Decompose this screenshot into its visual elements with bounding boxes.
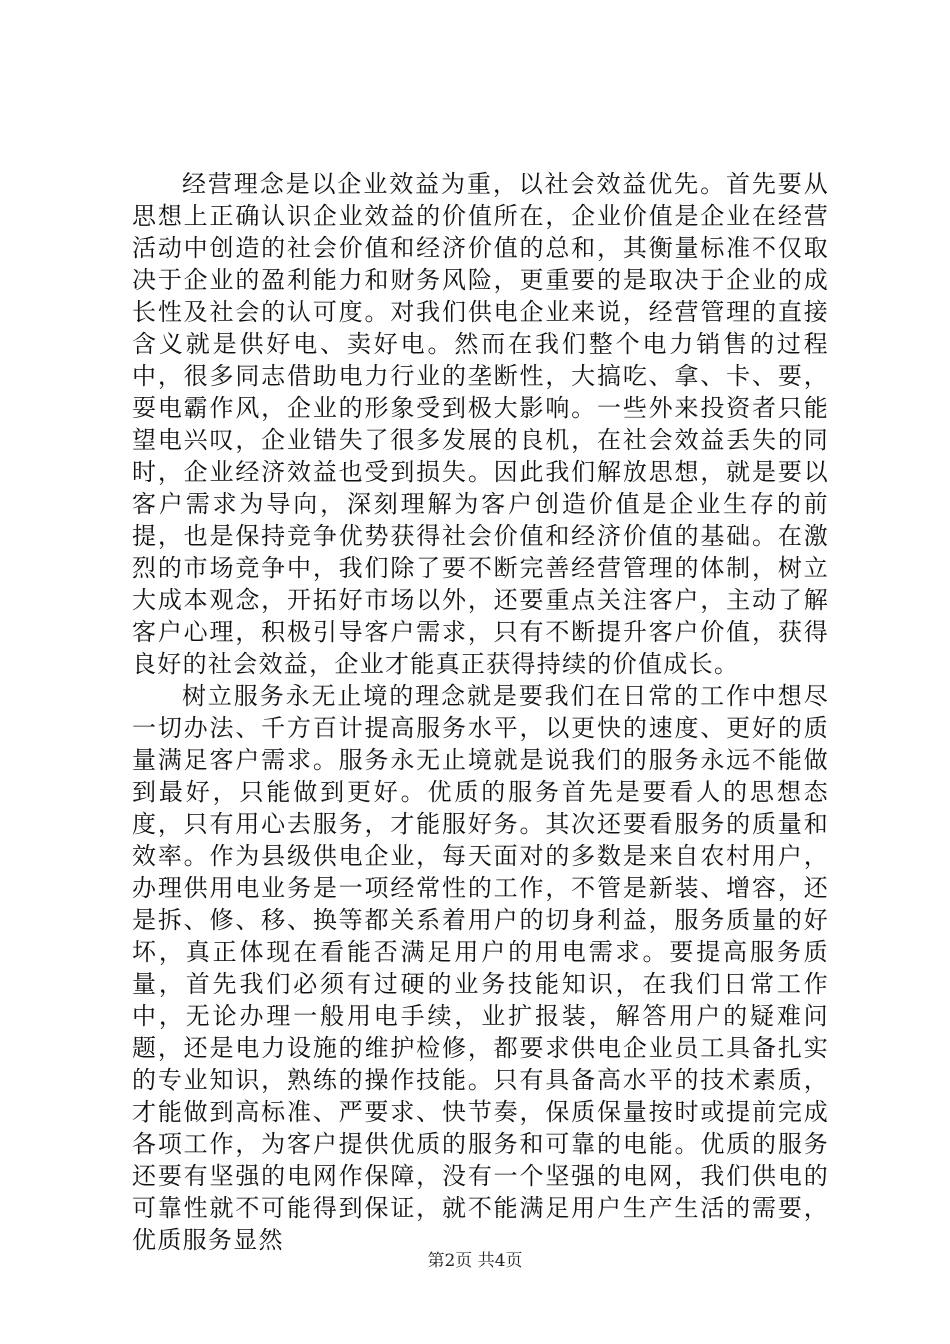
paragraph-2: 树立服务永无止境的理念就是要我们在日常的工作中想尽一切办法、千方百计提高服务水平，以更快的速度、更好的质量满足客户需求。服务永无止境就是说我们的服务永远不能做到最好，只能做到更好。优质的服务首先是要看人的思想态度，只有用心去服务，才能服好务。其次还要看服务的质量和效率。作为县级供电企业，每天面对的多数是来自农村用户，办理供用电业务是一项经常性的工作，不管是新装、增容，还是拆、修、移、换等都关系着用户的切身利益，服务质量的好坏，真正体现在看能否满足用户的用电需求。要提高服务质量，首先我们必须有过硬的业务技能知识，在我们日常工作中，无论办理一般用电手续，业扩报装，解答用户的疑难问题，还是电力设施的维护检修，都要求供电企业员工具备扎实的专业知识，熟练的操作技能。只有具备高水平的技术素质，才能做到高标准、严要求、快节奏，保质保量按时或提前完成各项工作，为客户提供优质的服务和可靠的电能。优质的服务还要有坚强的电网作保障，没有一个坚强的电网，我们供电的可靠性就不可能得到保证，就不能满足用户生产生活的需要，优质服务显然 — [132, 682, 829, 1254]
document-body — [132, 168, 829, 1256]
page-number-footer: 第2页 共4页 — [427, 1251, 523, 1271]
paragraph-1: 经营理念是以企业效益为重，以社会效益优先。首先要从思想上正确认识企业效益的价值所在，企业价值是企业在经营活动中创造的社会价值和经济价值的总和，其衡量标准不仅取决于企业的盈利能力和财务风险，更重要的是取决于企业的成长性及社会的认可度。对我们供电企业来说，经营管理的直接含义就是供好电、卖好电。然而在我们整个电力销售的过程中，很多同志借助电力行业的垄断性，大搞吃、拿、卡、要，耍电霸作风，企业的形象受到极大影响。一些外来投资者只能望电兴叹，企业错失了很多发展的良机，在社会效益丢失的同时，企业经济效益也受到损失。因此我们解放思想，就是要以客户需求为导向，深刻理解为客户创造价值是企业生存的前提，也是保持竞争优势获得社会价值和经济价值的基础。在激烈的市场竞争中，我们除了要不断完善经营管理的体制，树立大成本观念，开拓好市场以外，还要重点关注客户，主动了解客户心理，积极引导客户需求，只有不断提升客户价值，获得良好的社会效益，企业才能真正获得持续的价值成长。 — [132, 170, 829, 678]
